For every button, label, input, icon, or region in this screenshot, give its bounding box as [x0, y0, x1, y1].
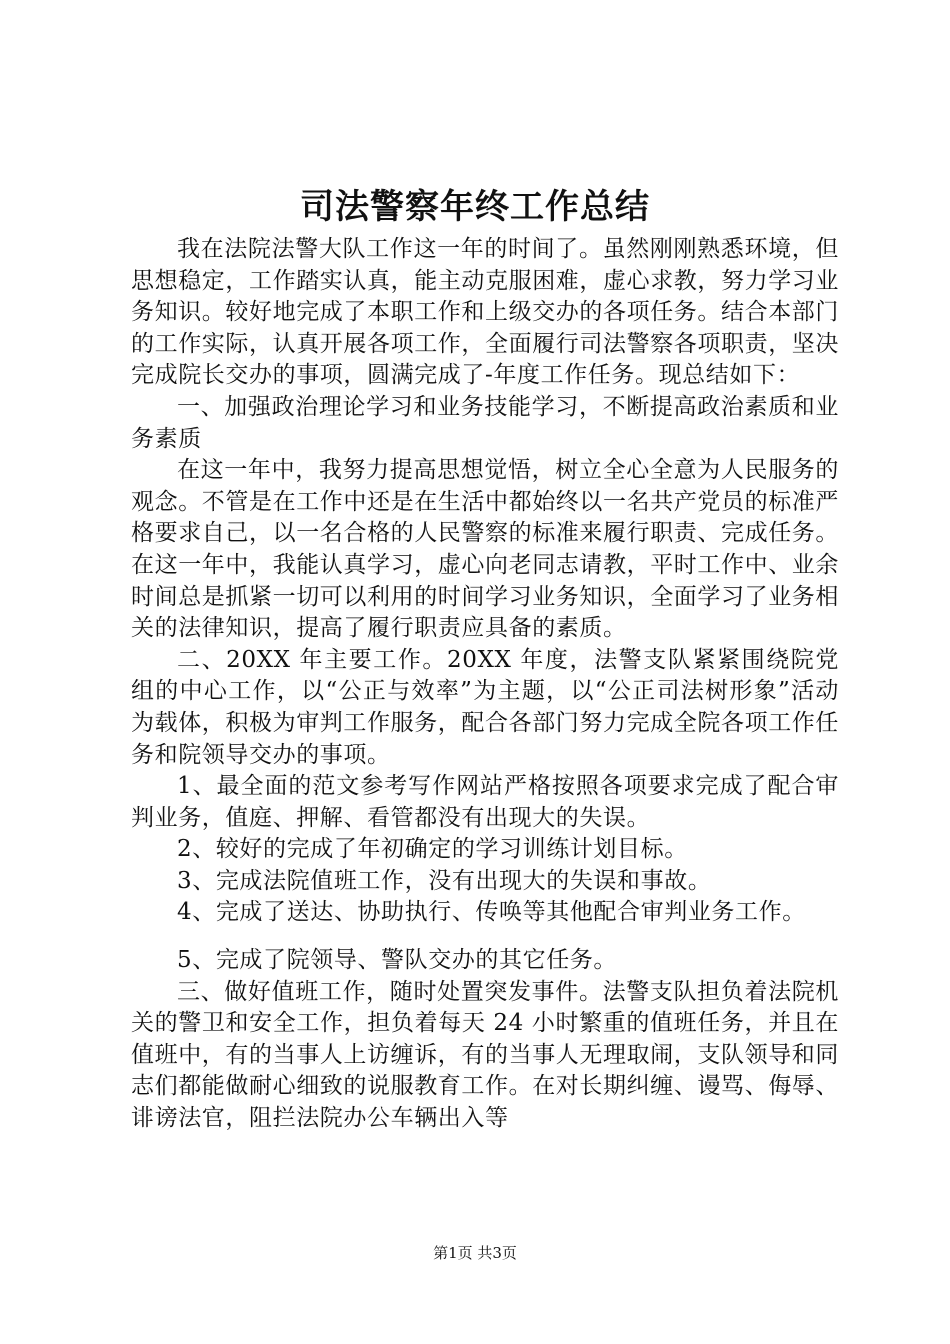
list-item-1: 1、最全面的范文参考写作网站严格按照各项要求完成了配合审判业务，值庭、押解、看管都没有出现大的失误。 — [131, 773, 839, 831]
document-body — [131, 234, 839, 1135]
list-item-2: 2、较好的完成了年初确定的学习训练计划目标。 — [177, 836, 688, 863]
list-item-5: 5、完成了院领导、警队交办的其它任务。 — [177, 947, 618, 974]
document-title: 司法警察年终工作总结 — [300, 187, 650, 227]
list-item-4: 4、完成了送达、协助执行、传唤等其他配合审判业务工作。 — [177, 899, 806, 926]
paragraph-section-1-heading: 一、加强政治理论学习和业务技能学习，不断提高政治素质和业务素质 — [131, 393, 839, 452]
paragraph-section-1-body: 在这一年中，我努力提高思想觉悟，树立全心全意为人民服务的观念。不管是在工作中还是在生活中都始终以一名共产党员的标准严格要求自己，以一名合格的人民警察的标准来履行职责、完成任务。在这一年中，我能认真学习，虚心向老同志请教，平时工作中、业余时间总是抓紧一切可以利用的时间学习业务知识，全面学习了业务相关的法律知识，提高了履行职责应具备的素质。 — [131, 457, 839, 642]
paragraph-section-3: 三、做好值班工作，随时处置突发事件。法警支队担负着法院机关的警卫和安全工作，担负着每天 24 小时繁重的值班任务，并且在值班中，有的当事人上访缠诉，有的当事人无理取闹，支队领导和同志们都能做耐心细致的说服教育工作。在对长期纠缠、谩骂、侮辱、诽谤法官，阻拦法院办公车辆出入等 — [131, 978, 839, 1132]
paragraph-intro: 我在法院法警大队工作这一年的时间了。虽然刚刚熟悉环境，但思想稳定，工作踏实认真，能主动克服困难，虚心求教，努力学习业务知识。较好地完成了本职工作和上级交办的各项任务。结合本部门的工作实际，认真开展各项工作，全面履行司法警察各项职责，坚决完成院长交办的事项，圆满完成了-年度工作任务。现总结如下： — [131, 236, 839, 389]
paragraph-section-2-heading: 二、20XX 年主要工作。20XX 年度，法警支队紧紧围绕院党组的中心工作，以“公正与效率”为主题，以“公正司法树形象”活动为载体，积极为审判工作服务，配合各部门努力完成全院各项工作任务和院领导交办的事项。 — [131, 646, 839, 768]
list-item-3: 3、完成法院值班工作，没有出现大的失误和事故。 — [177, 867, 712, 894]
page-number-footer: 第1页 共3页 — [433, 1244, 517, 1262]
